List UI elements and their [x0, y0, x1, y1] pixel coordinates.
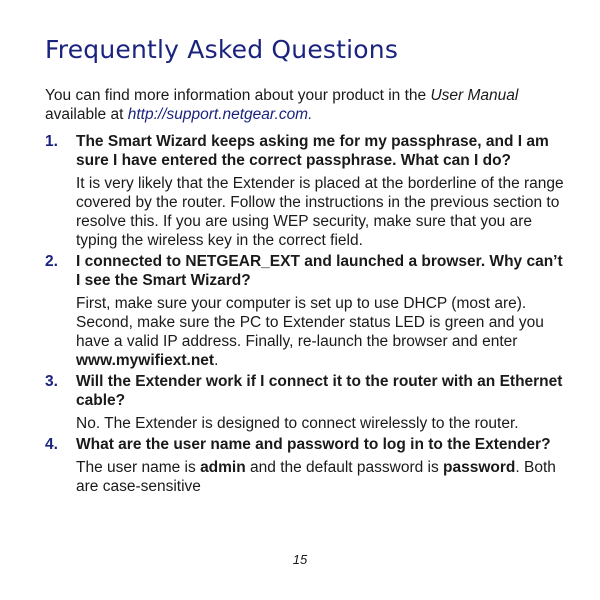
faq-question: The Smart Wizard keeps asking me for my passphrase, and I am sure I have entered the correct passphrase. What can I do?	[76, 133, 549, 169]
faq-question	[76, 252, 565, 290]
intro-text-middle: available at	[45, 106, 128, 123]
faq-list	[45, 132, 565, 496]
faq-answer: It is very likely that the Extender is placed at the borderline of the range covered by the router. Follow the instructions in the previous section to resolve this. If you are using WEP security, make sure that you are typing the wireless key in the correct field.	[76, 175, 564, 249]
page-number: 15	[292, 552, 308, 567]
default-username: admin	[200, 459, 246, 476]
answer-text: First, make sure your computer is set up to use DHCP (most are). Second, make sure the PC to Extender status LED is green and you have a valid IP address. Finally, re-launch the browser and enter	[76, 295, 544, 350]
setup-url: www.mywifiext.net	[76, 352, 215, 369]
faq-answer	[76, 458, 565, 496]
question-text: I connected to	[76, 253, 186, 270]
faq-question: Will the Extender work if I connect it to the router with an Ethernet cable?	[76, 373, 563, 409]
network-name: NETGEAR_EXT	[185, 253, 300, 270]
answer-text: .	[214, 352, 219, 369]
intro-text: You can find more information about your product in the	[45, 87, 431, 104]
faq-item-2	[45, 252, 565, 370]
answer-text: and the default password is	[245, 459, 444, 476]
support-link[interactable]: http://support.netgear.com.	[127, 106, 313, 123]
faq-answer: No. The Extender is designed to connect wirelessly to the router.	[76, 415, 519, 432]
question-text: and launched a browser. Why can’t I see the Smart Wizard?	[76, 253, 563, 289]
faq-number: 1.	[45, 133, 58, 150]
answer-text: The user name is	[76, 459, 201, 476]
faq-answer	[76, 294, 565, 370]
faq-item-3	[45, 372, 565, 433]
page-title: Frequently Asked Questions	[45, 35, 399, 64]
faq-page	[45, 32, 565, 498]
answer-text: . Both are case-sensitive	[76, 459, 556, 495]
faq-number: 4.	[45, 436, 58, 453]
faq-question: What are the user name and password to log in to the Extender?	[76, 436, 551, 453]
faq-number: 2.	[45, 253, 58, 270]
faq-item-1	[45, 132, 565, 250]
faq-number: 3.	[45, 373, 58, 390]
default-password: password	[443, 459, 516, 476]
manual-name: User Manual	[430, 87, 519, 104]
faq-item-4	[45, 435, 565, 496]
intro-paragraph	[45, 86, 565, 124]
